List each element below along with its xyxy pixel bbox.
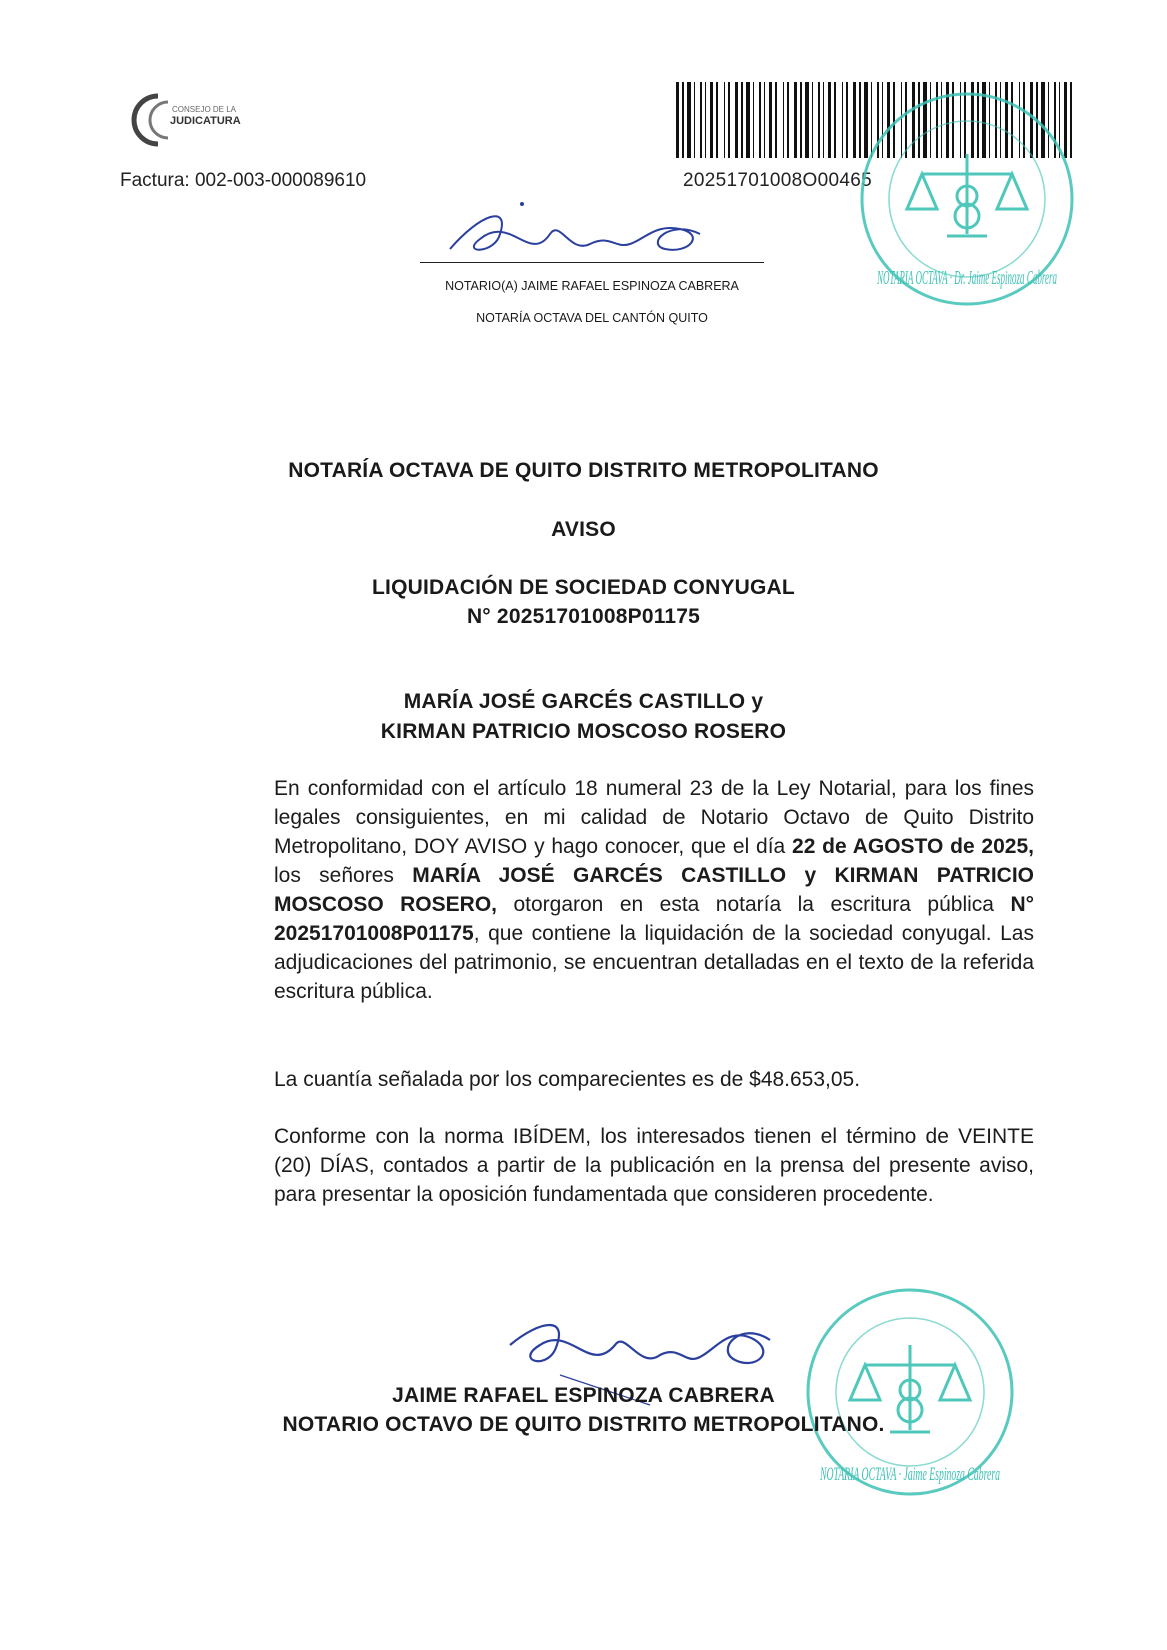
body-text-1: En conformidad con el artículo 18 numeral 23 de la Ley Notarial, para los fines legales consiguientes, en mi calidad de Notario Octavo de Quito Distrito Metropolitano, DOY AVISO y hago conocer, que el día [274, 777, 1034, 858]
liquidacion-number: N° 20251701008P01175 [466, 605, 701, 628]
barcode-bar [787, 82, 789, 158]
notary-signature-top [440, 194, 740, 284]
logo-text-line1: CONSEJO DE LA [172, 105, 237, 114]
barcode-bar [682, 82, 684, 158]
signature-line [420, 262, 764, 263]
barcode-bar [741, 82, 743, 158]
notary-seal-top [852, 84, 1082, 314]
barcode-bar [728, 82, 730, 158]
body-date: 22 de AGOSTO de 2025, [792, 835, 1034, 858]
notary-name-line: NOTARIO(A) JAIME RAFAEL ESPINOZA CABRERA [445, 279, 739, 293]
barcode-bar [735, 82, 738, 158]
barcode-bar [783, 82, 784, 158]
body-escritura-number: N° 20251701008P01175 [274, 893, 1035, 945]
barcode-bar [769, 82, 772, 158]
seal-bottom-text: NOTARIA OCTAVA · Jaime Espinoza Cabrera [819, 1464, 1000, 1485]
barcode-bar [746, 82, 750, 158]
body-text-2: los señores [274, 864, 413, 887]
barcode-bar [759, 82, 761, 158]
barcode-bar [716, 82, 718, 158]
body-text-4: , que contiene la liquidación de la sociedad conyugal. Las adjudicaciones del patrimonio, se encuentran detalladas en el texto de la referida escritura pública. [274, 922, 1034, 1003]
barcode-bar [775, 82, 777, 158]
barcode-bar [724, 82, 725, 158]
barcode-bar [694, 82, 695, 158]
barcode-bar [834, 82, 836, 158]
signer-name: JAIME RAFAEL ESPINOZA CABRERA [392, 1384, 775, 1407]
barcode-bar [687, 82, 691, 158]
barcode-bar [823, 82, 824, 158]
barcode-number: 20251701008O00465 [683, 170, 872, 191]
barcode-bar [710, 82, 713, 158]
barcode-bar [764, 82, 765, 158]
barcode-bar [805, 82, 809, 158]
seal-top-text: NOTARIA OCTAVA · Dr. Jaime Espinoza Cabrera [876, 267, 1057, 289]
party-line-2: KIRMAN PATRICIO MOSCOSO ROSERO [380, 720, 787, 743]
party-line-1: MARÍA JOSÉ GARCÉS CASTILLO y [403, 690, 764, 713]
signer-role: NOTARIO OCTAVO DE QUITO DISTRITO METROPOLITANO. [282, 1413, 885, 1436]
barcode-bar [794, 82, 797, 158]
factura-number: Factura: 002-003-000089610 [120, 170, 367, 191]
conforme-text: Conforme con la norma IBÍDEM, los interesados tienen el término de VEINTE (20) DÍAS, contados a partir de la publicación en la prensa del presente aviso, para presentar la oposición fundamentada que consideren procedente. [274, 1125, 1034, 1206]
judicatura-logo [118, 78, 268, 158]
liquidacion-heading: LIQUIDACIÓN DE SOCIEDAD CONYUGAL [372, 576, 795, 599]
barcode-bar [676, 82, 679, 158]
cuantia-paragraph [274, 1065, 1034, 1094]
barcode-bar [800, 82, 802, 158]
barcode-bar [846, 82, 848, 158]
body-names: MARÍA JOSÉ GARCÉS CASTILLO y KIRMAN PATRICIO MOSCOSO ROSERO, [274, 864, 1034, 916]
barcode-bar [700, 82, 702, 158]
logo-text-line2: JUDICATURA [170, 115, 241, 127]
cuantia-text: La cuantía señalada por los comparecientes es de $48.653,05. [274, 1068, 861, 1091]
body-paragraph [274, 774, 1034, 1006]
aviso-heading: AVISO [551, 518, 616, 541]
barcode-bar [842, 82, 843, 158]
document-title: NOTARÍA OCTAVA DE QUITO DISTRITO METROPOLITANO [288, 459, 879, 482]
barcode-bar [812, 82, 813, 158]
barcode-bar [705, 82, 706, 158]
conforme-paragraph [274, 1122, 1034, 1209]
notary-office-line: NOTARÍA OCTAVA DEL CANTÓN QUITO [476, 311, 708, 325]
barcode-bar [818, 82, 820, 158]
barcode-bar [753, 82, 754, 158]
barcode-bar [828, 82, 831, 158]
body-text-3: otorgaron en esta notaría la escritura pública [497, 893, 1011, 916]
